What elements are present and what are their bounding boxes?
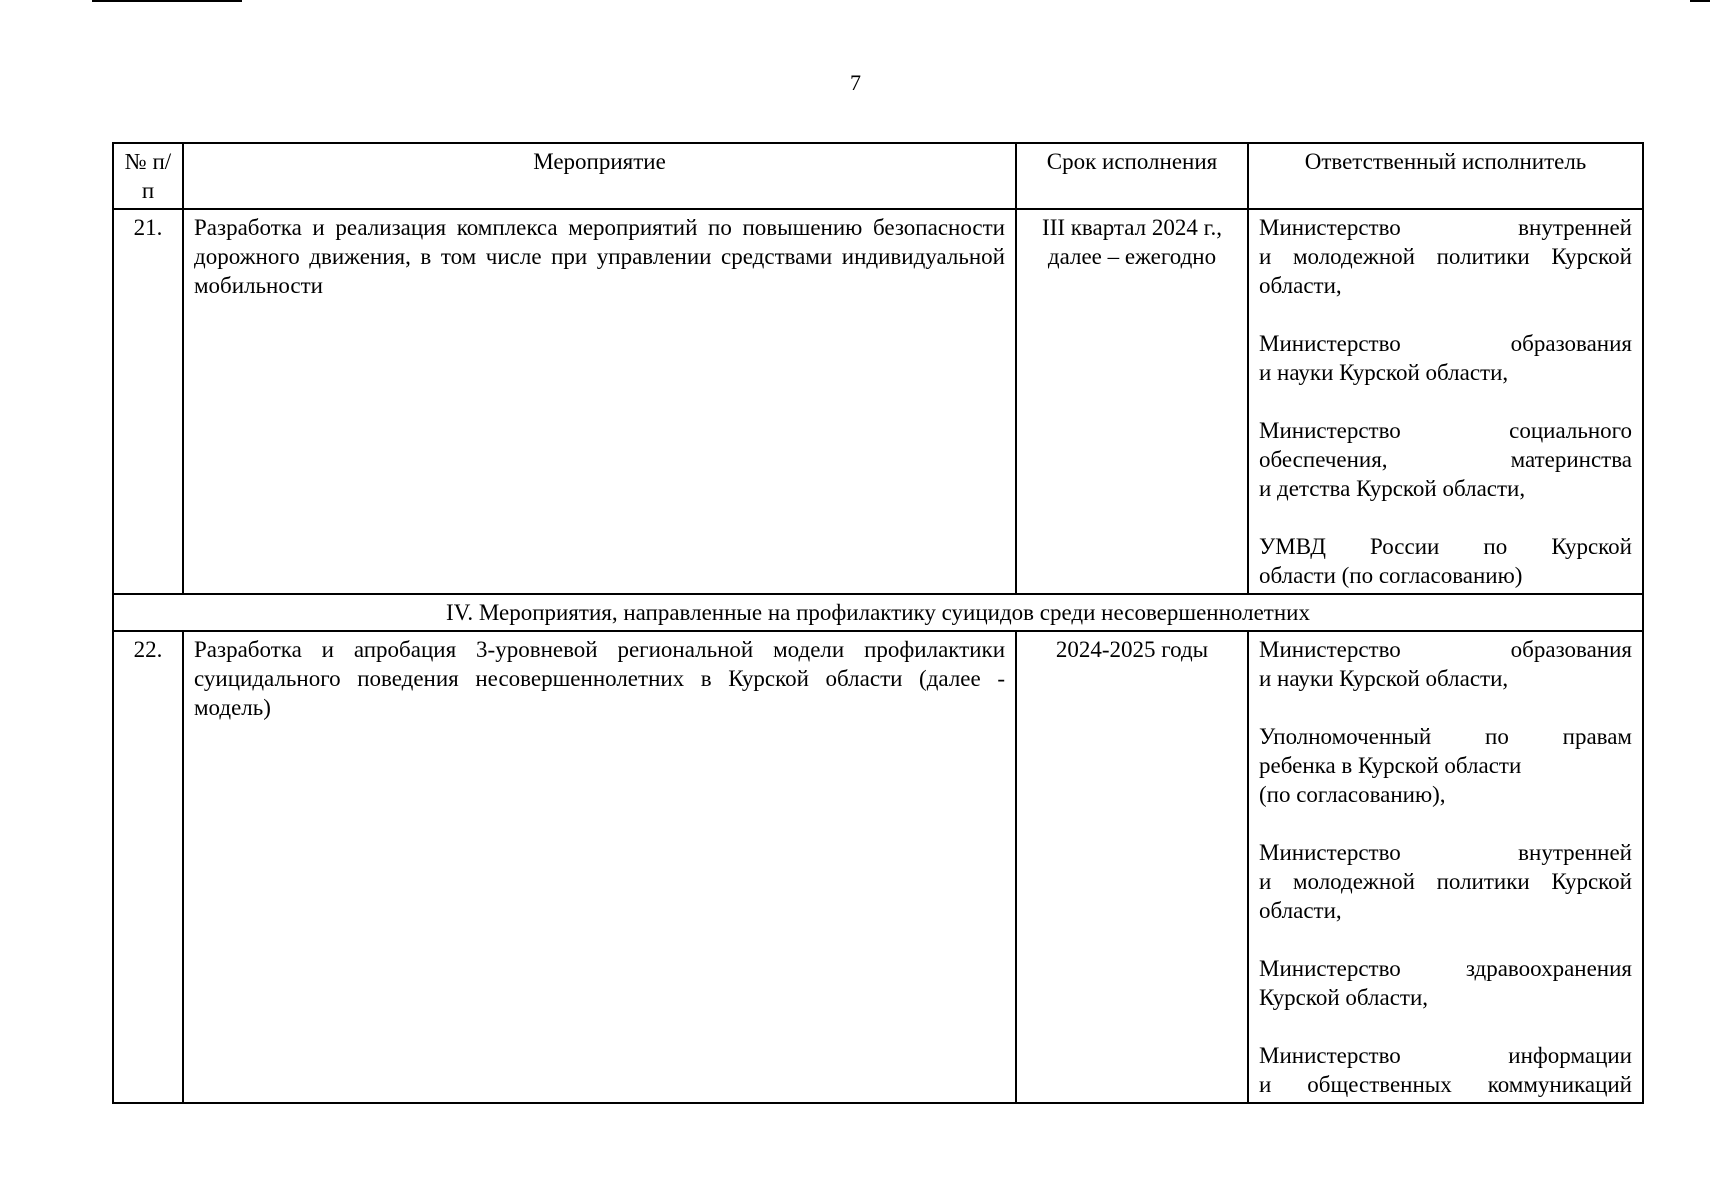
responsible-line: Министерство образования — [1259, 637, 1632, 662]
table-row — [113, 631, 1643, 1103]
responsible-line: и молодежной политики Курской — [1259, 244, 1632, 269]
responsible-line: ребенка в Курской области — [1259, 753, 1522, 778]
header-event: Мероприятие — [183, 143, 1016, 209]
responsible-entry — [1259, 532, 1632, 590]
responsible-line: области (по согласованию) — [1259, 563, 1523, 588]
responsible-line: области, — [1259, 898, 1342, 923]
responsible-line: УМВД России по Курской — [1259, 534, 1632, 559]
responsible-line: Министерство образования — [1259, 331, 1632, 356]
section-heading: IV. Мероприятия, направленные на профилактику суицидов среди несовершеннолетних — [113, 594, 1643, 631]
responsible-line: и молодежной политики Курской — [1259, 869, 1632, 894]
header-number: № п/п — [113, 143, 183, 209]
responsible-entry — [1259, 329, 1632, 387]
responsible-entry — [1259, 722, 1632, 809]
responsible-line: (по согласованию), — [1259, 782, 1446, 807]
header-term: Срок исполнения — [1016, 143, 1248, 209]
event-text: Разработка и реализация комплекса мероприятий по повышению безопасности дорожного движения, в том числе при управлении средствами индивидуальной мобильности — [183, 209, 1016, 594]
section-heading-row — [113, 594, 1643, 631]
responsible-entry — [1259, 1041, 1632, 1099]
table-header-row — [113, 143, 1643, 209]
table-row — [113, 209, 1643, 594]
responsible-entry — [1259, 838, 1632, 925]
term-text: III квартал 2024 г., далее – ежегодно — [1016, 209, 1248, 594]
event-text: Разработка и апробация 3-уровневой региональной модели профилактики суицидального поведения несовершеннолетних в Курской области (далее - модель) — [183, 631, 1016, 1103]
header-responsible: Ответственный исполнитель — [1248, 143, 1643, 209]
responsible-line: и общественных коммуникаций — [1259, 1072, 1632, 1097]
term-text: 2024-2025 годы — [1016, 631, 1248, 1103]
responsible-cell — [1248, 631, 1643, 1103]
activities-table — [112, 142, 1644, 1104]
responsible-line: и науки Курской области, — [1259, 666, 1509, 691]
responsible-line: Министерство здравоохранения — [1259, 956, 1632, 981]
responsible-line: обеспечения, материнства — [1259, 447, 1632, 472]
responsible-line: Уполномоченный по правам — [1259, 724, 1632, 749]
responsible-line: и науки Курской области, — [1259, 360, 1509, 385]
responsible-line: Курской области, — [1259, 985, 1429, 1010]
responsible-entry — [1259, 213, 1632, 300]
top-rule-left — [92, 0, 242, 2]
responsible-line: Министерство внутренней — [1259, 840, 1632, 865]
responsible-entry — [1259, 954, 1632, 1012]
responsible-line: Министерство социального — [1259, 418, 1632, 443]
responsible-line: области, — [1259, 273, 1342, 298]
page-number: 7 — [850, 70, 861, 95]
responsible-line: Министерство информации — [1259, 1043, 1632, 1068]
responsible-entry — [1259, 416, 1632, 503]
row-number: 21. — [113, 209, 183, 594]
responsible-cell — [1248, 209, 1643, 594]
top-rule-right — [1690, 0, 1710, 2]
responsible-entry — [1259, 635, 1632, 693]
responsible-line: и детства Курской области, — [1259, 476, 1526, 501]
responsible-line: Министерство внутренней — [1259, 215, 1632, 240]
row-number: 22. — [113, 631, 183, 1103]
